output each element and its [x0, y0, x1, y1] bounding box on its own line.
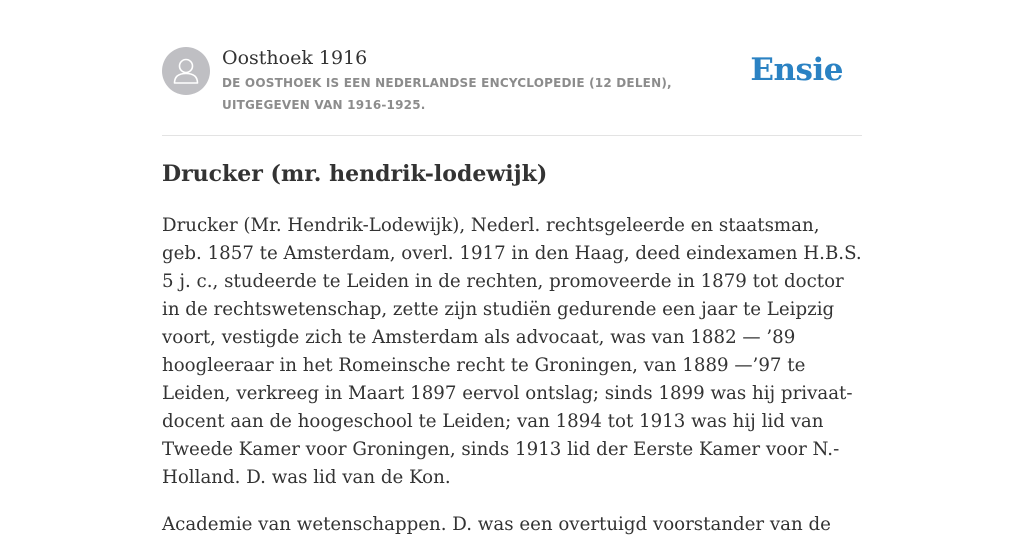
- entry-paragraph: Academie van wetenschappen. D. was een overtuigd voorstander van de: [162, 514, 831, 535]
- ensie-logo[interactable]: Ensie: [750, 52, 843, 88]
- page: [162, 0, 862, 535]
- source-avatar[interactable]: [162, 47, 210, 95]
- entry-title: Drucker (mr. hendrik-lodewijk): [162, 161, 548, 187]
- entry-paragraph: Drucker (Mr. Hendrik-Lodewijk), Nederl. rechtsgeleerde en staatsman, geb. 1857 te Amsterdam, overl. 1917 in den Haag, deed eindexamen H.B.S. 5 j. c., studeerde te Leiden in de rechten, promoveerde in 1879 tot doctor in de rechtswetenschap, zette zijn studiën gedurende een jaar te Leipzig voort, vestigde zich te Amsterdam als advocaat, was van 1882 — ’89 hoogleeraar in het Romeinsche recht te Groningen, van 1889 —’97 te Leiden, verkreeg in Maart 1897 eervol ontslag; sinds 1899 was hij privaat-docent aan de hoogeschool te Leiden; van 1894 tot 1913 was hij lid van Tweede Kamer voor Groningen, sinds 1913 lid der Eerste Kamer voor N.-Holland. D. was lid van de Kon.: [162, 215, 862, 488]
- source-title[interactable]: Oosthoek 1916: [222, 47, 368, 69]
- user-avatar-icon: [162, 47, 210, 95]
- source-description: DE OOSTHOEK IS EEN NEDERLANDSE ENCYCLOPEDIE (12 DELEN), UITGEGEVEN VAN 1916-1925.: [222, 76, 672, 112]
- source-header: [162, 46, 862, 116]
- header-divider: [162, 135, 862, 136]
- entry-body: [162, 212, 862, 558]
